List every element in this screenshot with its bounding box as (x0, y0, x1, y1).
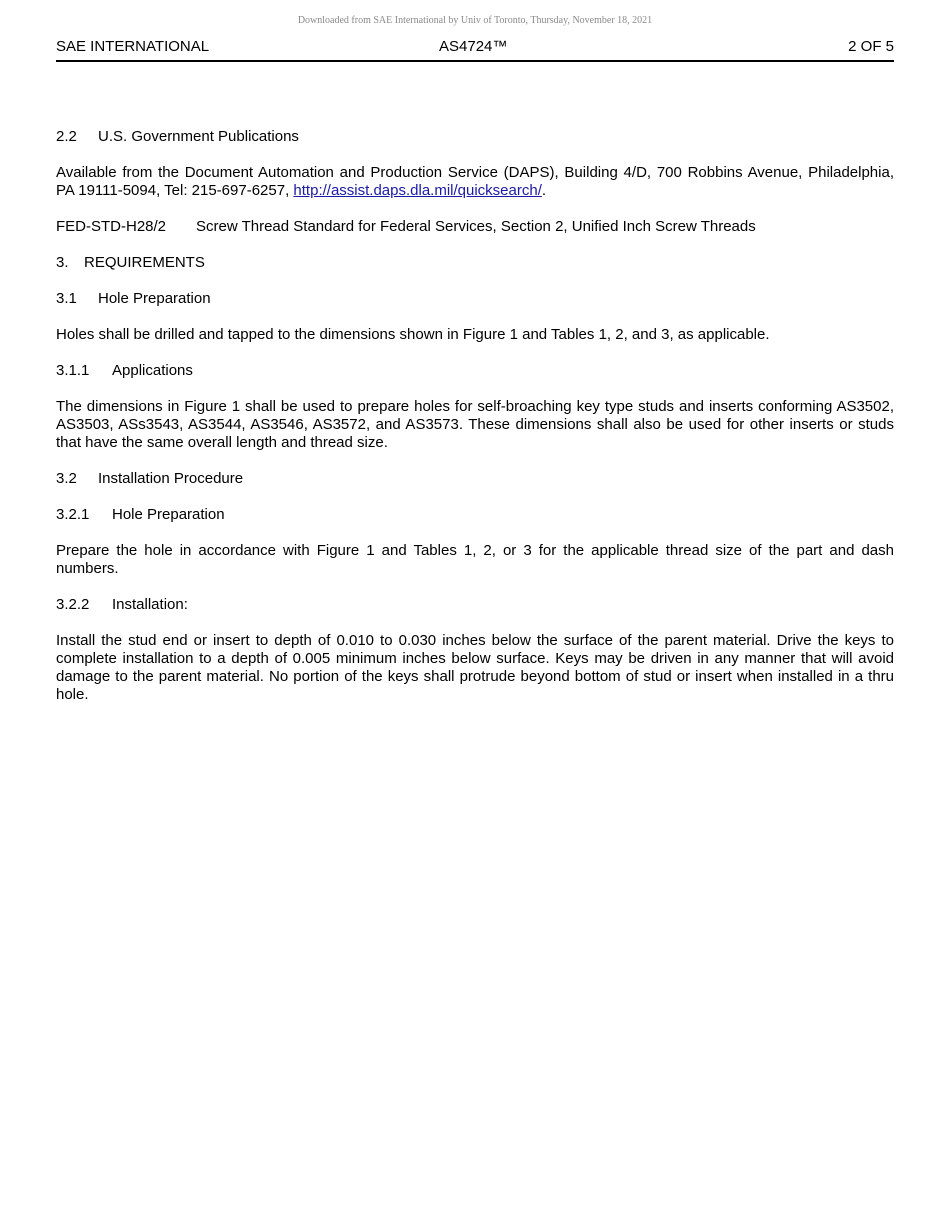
download-watermark: Downloaded from SAE International by Univ of Toronto, Thursday, November 18, 2021 (297, 15, 653, 26)
page-header (56, 38, 894, 62)
section-number: 3.1 (56, 290, 77, 307)
section-title: Installation: (112, 596, 188, 613)
daps-text-end: . (541, 182, 547, 199)
section-heading-3 (56, 254, 894, 272)
section-number: 3.2.1 (56, 506, 90, 523)
section-heading-3-1-1 (56, 362, 894, 380)
section-heading-3-2-2 (56, 596, 894, 614)
daps-text: Available from the Document Automation and Production Service (DAPS), Building 4/D, 700 Robbins Avenue, Philadelphia, PA 19111-5094, Tel: 215-697-6257, (56, 164, 894, 199)
section-number: 3.1.1 (56, 362, 90, 379)
paragraph-3-2-1: Prepare the hole in accordance with Figure 1 and Tables 1, 2, or 3 for the applicable thread size of the part and dash numbers. (56, 542, 894, 577)
section-title: U.S. Government Publications (98, 128, 299, 145)
section-number: 2.2 (56, 128, 77, 145)
paragraph-3-2-2: Install the stud end or insert to depth of 0.010 to 0.030 inches below the surface of the parent material. Drive the keys to complete installation to a depth of 0.005 minimum inches below surface. Keys may be driven in any manner that will avoid damage to the parent material. No portion of the keys shall protrude beyond bottom of stud or insert when installed in a thru hole. (56, 632, 894, 703)
header-org: SAE INTERNATIONAL (56, 38, 210, 55)
fed-std-code: FED-STD-H28/2 (56, 218, 167, 235)
section-number: 3.2.2 (56, 596, 90, 613)
section-title: REQUIREMENTS (84, 254, 205, 271)
quicksearch-link[interactable]: http://assist.daps.dla.mil/quicksearch/ (293, 182, 542, 199)
paragraph-3-1: Holes shall be drilled and tapped to the dimensions shown in Figure 1 and Tables 1, 2, and 3, as applicable. (56, 326, 770, 343)
header-page-number: 2 OF 5 (848, 38, 894, 55)
daps-paragraph (56, 164, 894, 200)
fed-std-reference (56, 218, 894, 236)
section-title: Hole Preparation (98, 290, 211, 307)
section-heading-3-2-1 (56, 506, 894, 524)
paragraph-3-1-1: The dimensions in Figure 1 shall be used to prepare holes for self-broaching key type studs and inserts conforming AS3502, AS3503, ASs3543, AS3544, AS3546, AS3572, and AS3573. These dimensions shall also be used for other inserts or studs that have the same overall length and thread size. (56, 398, 894, 451)
section-heading-3-1 (56, 290, 894, 308)
section-title: Hole Preparation (112, 506, 225, 523)
section-number: 3.2 (56, 470, 77, 487)
header-doc-id: AS4724™ (439, 38, 508, 55)
document-body (56, 128, 894, 722)
fed-std-title: Screw Thread Standard for Federal Services, Section 2, Unified Inch Screw Threads (196, 218, 756, 235)
section-number: 3. (56, 254, 69, 271)
section-title: Applications (112, 362, 193, 379)
section-heading-2-2 (56, 128, 894, 146)
section-title: Installation Procedure (98, 470, 244, 487)
section-heading-3-2 (56, 470, 894, 488)
